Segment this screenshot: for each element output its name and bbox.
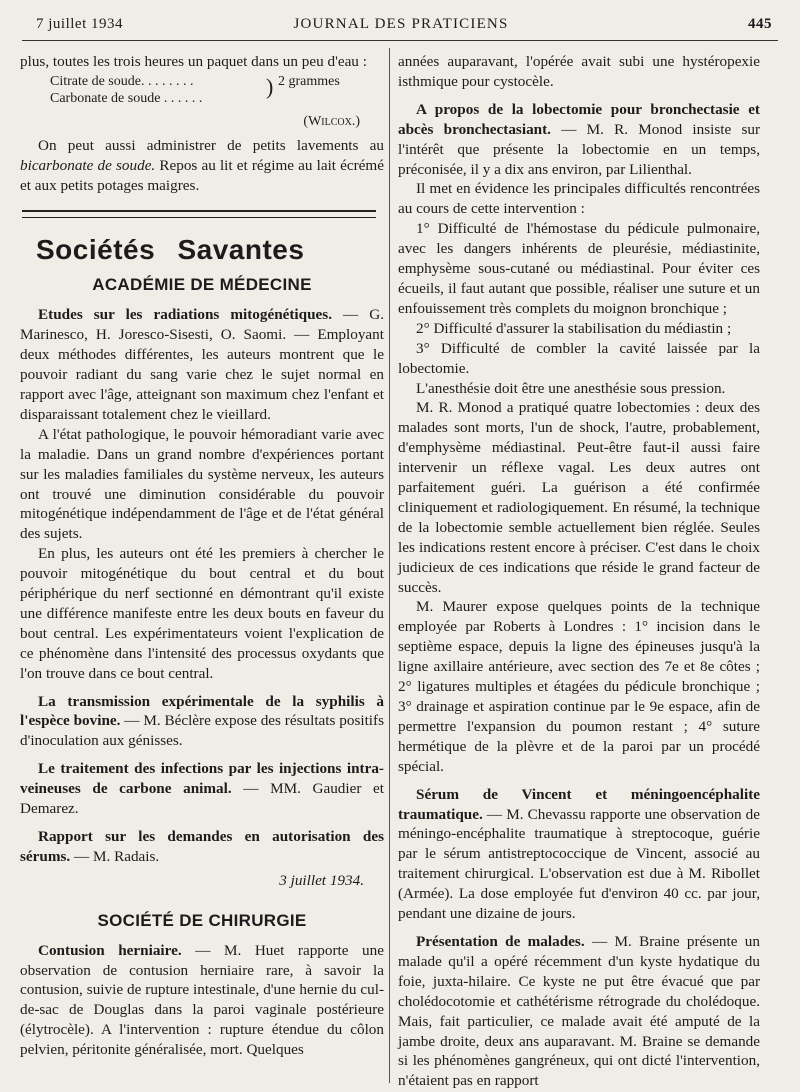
formula-quantity: 2 grammes (278, 73, 340, 89)
article-lobectomie (398, 100, 760, 180)
formula-brace: ) (266, 73, 274, 99)
article-title: Etudes sur les radiations mitogénétiques. (38, 306, 332, 324)
article-presentation (398, 932, 760, 1091)
paragraph-lavements (20, 136, 384, 196)
article-paragraph: Il met en évidence les principales difficultés rencontrées au cours de cette intervention : (398, 180, 760, 218)
text-run: On peut aussi administrer de petits lavements au (38, 136, 384, 154)
text-run: Repos au lit et régime au lait écrémé et aux petits potages maigres. (20, 156, 384, 194)
article-body: — M. Huet rapporte une observation de contusion herniaire rare, à savoir la contusion, suivie de rupture intestinale, d'une hernie du cul-de-sac de Douglas dans la paroi vaginale postérieure (élytrocèle). A l'intervention : rupture étendue du côlon pelvien, péritonite généralisée, mort. Quelques (20, 941, 384, 1059)
article-paragraph: 1° Difficulté de l'hémostase du pédicule pulmonaire, avec les dangers inhérents de pleurésie, médiastinite, emphysème sous-cutané ou médiastinal. Pour éviter ces écueils, il faut autant que possible, réaliser une suture et un enfouissement très complets du moignon bronchique ; (398, 220, 760, 317)
article-title: La transmission expérimentale de la syphilis à l'espèce bovine. (20, 692, 384, 730)
article-title: Le traitement des infections par les injections intra-veineuses de carbone animal. (20, 760, 384, 798)
right-column (398, 52, 760, 1091)
article-body: — M. Chevassu rapporte une observation de méningo-encéphalite traumatique à streptocoque, guérie par le sérum antistreptococcique de Vincent, associé au traitement chirurgical. L'observation est due à M. Ribollet (Armée). La dose employée fut d'environ 40 cc. par jour, pendant une dizaine de jours. (398, 805, 760, 923)
article-body: — MM. Gaudier et Demarez. (20, 780, 384, 818)
journal-title: JOURNAL DES PRATICIENS (293, 16, 509, 32)
header-rule (22, 40, 778, 41)
article-title: A propos de la lobectomie pour bronchectasie et abcès bronchectasiant. (398, 100, 760, 138)
double-rule (22, 210, 376, 218)
intro-text: plus, toutes les trois heures un paquet dans un peu d'eau : (20, 53, 367, 70)
article-title: Sérum de Vincent et méningoencéphalite traumatique. (398, 785, 760, 823)
article-paragraph: A l'état pathologique, le pouvoir hémoradiant varie avec la maladie. Dans un grand nombre d'expériences portant sur les maladies familiales du système nerveux, les auteurs ont trouvé une diminution considérable du pouvoir mitogénétique indépendamment de l'âge et de l'état général des sujets. (20, 425, 384, 543)
column-divider (389, 48, 390, 1083)
heading-chirurgie: SOCIÉTÉ DE CHIRURGIE (97, 910, 307, 930)
continued-text: années auparavant, l'opérée avait subi une hystéropexie isthmique pour cystocèle. (398, 53, 760, 90)
article-contusion (20, 941, 384, 1060)
article-title: Contusion herniaire. (38, 941, 182, 959)
article-serum-vincent (398, 785, 760, 924)
heading-academie: ACADÉMIE DE MÉDECINE (92, 275, 312, 295)
article-carbone (20, 759, 384, 819)
left-column (20, 52, 384, 1060)
italic-run: bicarbonate de soude. (20, 156, 156, 174)
article-paragraph: En plus, les auteurs ont été les premiers à chercher le pouvoir mitogénétique du bout central et du bout périphérique du nerf sectionné en démontrant qu'il existe une différence manifeste entre les deux bouts en faveur du bout central. Les expérimentateurs voient l'explication de ce phénomène dans l'intensité des processus oxydants que l'on trouve dans ce bout central. (20, 545, 384, 682)
article-body: — M. R. Monod insiste sur l'intérêt que présente la lobectomie en un temps, préconisée, il y a dix ans environ, par Lilienthal. (398, 120, 761, 178)
article-paragraph: 2° Difficulté d'assurer la stabilisation du médiastin ; (416, 319, 732, 337)
formula-line-1: Citrate de soude. . . . . . . . (50, 73, 194, 89)
article-radiations (20, 305, 384, 424)
article-body: — M. Béclère expose des résultats positifs d'inoculation aux génisses. (20, 712, 384, 750)
header-date: 7 juillet 1934 (36, 16, 123, 32)
article-paragraph: M. R. Monod a pratiqué quatre lobectomies : deux des malades sont morts, l'un de shock, l'autre, probablement, d'emphysème médiastinal. Peut-être faut-il aussi faire intervenir un réflexe vagal. Les deux autres ont parfaitement guéri. La guérison a été confirmée cliniquement et radiologiquement. En résumé, la technique de la lobectomie semble actuellement bien réglée. Seules les indications restent encore à préciser. C'est dans le choix judicieux de ces indications que réside le grand facteur de succès. (398, 399, 760, 596)
article-serums (20, 827, 384, 867)
article-paragraph: 3° Difficulté de combler la cavité laissée par la lobectomie. (398, 339, 760, 377)
article-title: Rapport sur les demandes en autorisation des sérums. (20, 828, 384, 865)
section-heading-societes: Sociétés Savantes (36, 233, 305, 265)
session-date: 3 juillet 1934. (279, 871, 364, 889)
page-header (30, 16, 772, 40)
page-number: 445 (748, 16, 772, 32)
article-body: — M. Braine présente un malade qu'il a opéré récemment d'un kyste hydatique du foie, juxta-hilaire. Ce kyste ne put être évacué que par cholédocotomie et cathétérisme rétrograde du cholédoque. Mais, fait particulier, ce malade avait été amputé de la jambe droite, deux ans auparavant. M. Braine se demande si les phénomènes gangréneux, qui ont dicté l'intervention, n'étaient pas en rapport (398, 932, 760, 1090)
article-body: — G. Marinesco, H. Joresco-Sisesti, O. Saomi. — Employant deux méthodes différentes, les auteurs montrent que le pouvoir radiant du sang varie chez le sujet normal en rapport avec l'âge, atteignant son maximum chez l'enfant et disparaissant totalement chez le vieillard. (20, 306, 384, 423)
formula (20, 72, 384, 108)
formula-line-2: Carbonate de soude . . . . . . (50, 90, 203, 106)
formula-attribution: (Wilcox.) (303, 113, 360, 129)
article-syphilis (20, 692, 384, 752)
article-paragraph: M. Maurer expose quelques points de la technique employée par Roberts à Londres : 1° incision dans le septième espace, depuis la ligne des épineuses jusqu'à la ligne axillaire antérieure, avec section des 7e et 8e côtes ; 2° ligatures multiples et étagées du pédicule bronchique ; 3° drainage et aspiration continue par le 9e espace, afin de permettre l'expansion du poumon restant ; 4° suture hermétique de la plèvre et de la paroi par un procédé spécial. (398, 598, 760, 775)
article-title: Présentation de malades. (416, 932, 585, 950)
article-paragraph: L'anesthésie doit être une anesthésie sous pression. (416, 379, 726, 397)
article-body: — M. Radais. (70, 847, 160, 865)
